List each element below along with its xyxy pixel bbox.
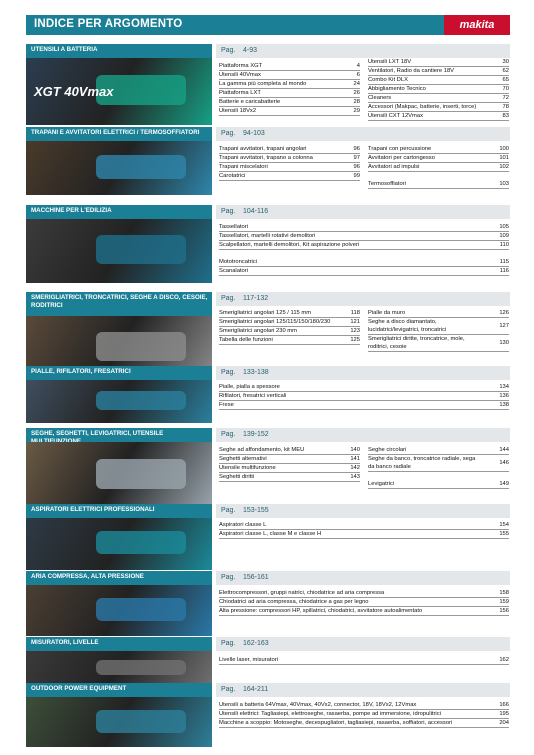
section-photo: [26, 697, 212, 747]
entry-column: [219, 521, 509, 539]
section-title-band: [26, 428, 212, 442]
entry-page: 6: [356, 72, 360, 78]
page-label: Pag.: [221, 686, 236, 693]
entry-title: Pialle, pialla a spessore: [219, 384, 280, 390]
entry-column: [219, 62, 360, 116]
index-entry[interactable]: [219, 701, 509, 710]
index-entry[interactable]: [219, 250, 509, 258]
page-title: INDICE PER ARGOMENTO: [34, 18, 183, 30]
entry-page: 166: [499, 702, 509, 708]
index-entry[interactable]: [368, 480, 509, 489]
entry-page: 156: [499, 608, 509, 614]
index-entry[interactable]: [219, 267, 509, 276]
entry-page: 126: [499, 310, 509, 316]
section-title-band: [26, 366, 212, 380]
entry-title: Pialle da muro: [368, 310, 406, 316]
entry-page: 103: [499, 181, 509, 187]
index-entry[interactable]: [368, 163, 509, 172]
entry-page: 143: [350, 474, 360, 480]
entry-page: 110: [499, 242, 509, 248]
page-range: 94-103: [243, 130, 265, 137]
section-title-band: [26, 571, 212, 585]
entry-page: 30: [502, 59, 509, 65]
entry-column: [368, 309, 509, 352]
entry-page: 100: [499, 146, 509, 152]
index-entry[interactable]: [219, 473, 360, 482]
entry-page: 96: [353, 146, 360, 152]
index-entry[interactable]: [368, 472, 509, 480]
index-entry[interactable]: [219, 719, 509, 728]
section-photo: [26, 651, 212, 685]
index-entry[interactable]: [368, 455, 509, 472]
index-entry[interactable]: [219, 589, 509, 598]
page-range-bar: [216, 428, 510, 442]
tool-silhouette: [96, 660, 186, 675]
index-entry[interactable]: [219, 464, 360, 473]
index-header-bar: [26, 15, 510, 35]
entry-title: Seghe ad affondamento, kit MEU: [219, 447, 305, 453]
photo-badge-text: XGT 40Vmax: [34, 84, 114, 99]
page-label: Pag.: [221, 369, 236, 376]
entry-title: Smerigliatrici angolari 125 / 115 mm: [219, 310, 312, 316]
tool-silhouette: [96, 710, 186, 733]
section-title: MISURATORI, LIVELLE: [31, 639, 99, 646]
entry-page: 127: [499, 323, 509, 329]
entry-page: 130: [499, 340, 509, 346]
entry-page: 24: [353, 81, 360, 87]
entry-column: [219, 589, 509, 616]
index-entry[interactable]: [219, 656, 509, 665]
section-title: OUTDOOR POWER EQUIPMENT: [31, 685, 127, 692]
entry-column: [219, 656, 509, 665]
entry-title: Batterie e caricabatterie: [219, 99, 281, 105]
page-range: 164-211: [243, 686, 269, 693]
entry-title: Ventilatori, Radio da cantiere 18V: [368, 68, 455, 74]
section-title-band: [26, 44, 212, 58]
entry-column: [219, 145, 360, 181]
index-entry[interactable]: [368, 318, 509, 335]
entry-title: Scanalatori: [219, 268, 249, 274]
entry-title: Accessori (Makpac, batterie, inserti, torce): [368, 104, 477, 110]
section-title: ASPIRATORI ELETTRICI PROFESSIONALI: [31, 506, 155, 513]
entry-title: Tabella delle funzioni: [219, 337, 273, 343]
page-label: Pag.: [221, 431, 236, 438]
entry-page: 29: [353, 108, 360, 114]
index-entry[interactable]: [219, 241, 509, 250]
page-range-bar: [216, 44, 510, 58]
entry-page: 136: [499, 393, 509, 399]
index-entry[interactable]: [219, 327, 360, 336]
section-title: MACCHINE PER L'EDILIZIA: [31, 207, 112, 214]
index-entry[interactable]: [219, 71, 360, 80]
index-entry[interactable]: [368, 112, 509, 121]
entry-title: Trapani avvitatori, trapano a colonna: [219, 155, 313, 161]
index-entry[interactable]: [368, 67, 509, 76]
entry-title: Trapani miscelatori: [219, 164, 268, 170]
section-photo: [26, 58, 212, 125]
index-entry[interactable]: [219, 401, 509, 410]
section-title-band: [26, 637, 212, 651]
entry-title: Trapani avvitatori, trapani angolari: [219, 146, 307, 152]
page-range: 104-116: [243, 208, 269, 215]
entry-title: Seghe da banco, troncatrice radiale, sega da banco radiale: [368, 456, 476, 470]
entry-title: Utensili 18Vx2: [219, 108, 257, 114]
entry-page: 105: [499, 224, 509, 230]
index-entry[interactable]: [219, 383, 509, 392]
tool-silhouette: [96, 391, 186, 410]
entry-title: Trapani con percussione: [368, 146, 432, 152]
entry-title: Smerigliatrici angolari 230 mm: [219, 328, 297, 334]
page-label: Pag.: [221, 47, 236, 54]
entry-title: Frese: [219, 402, 234, 408]
entry-title: Avvitatori ad impulsi: [368, 164, 420, 170]
index-entry[interactable]: [219, 710, 509, 719]
section-photo: [26, 518, 212, 570]
entry-title: La gamma più completa al mondo: [219, 81, 307, 87]
entry-page: 65: [502, 77, 509, 83]
index-entry[interactable]: [219, 607, 509, 616]
section-title: PIALLE, RIFILATORI, FRESATRICI: [31, 368, 131, 375]
index-entry[interactable]: [219, 598, 509, 607]
entry-column: [219, 701, 509, 728]
entry-page: 159: [499, 599, 509, 605]
section-photo: [26, 585, 212, 636]
index-entry[interactable]: [219, 89, 360, 98]
entry-title: Chiodatrici ad aria compressa, chiodatrice a gas per legno: [219, 599, 369, 605]
entry-page: 83: [502, 113, 509, 119]
index-entry[interactable]: [219, 154, 360, 163]
entry-page: 134: [499, 384, 509, 390]
entry-title: Tassellatori: [219, 224, 248, 230]
entry-page: 26: [353, 90, 360, 96]
page-range-bar: [216, 504, 510, 518]
entry-page: 72: [502, 95, 509, 101]
page-label: Pag.: [221, 640, 236, 647]
page-range: 139-152: [243, 431, 269, 438]
section-title: ARIA COMPRESSA, ALTA PRESSIONE: [31, 573, 144, 580]
entry-page: 101: [499, 155, 509, 161]
entry-page: 118: [350, 310, 360, 316]
section-title-band: [26, 127, 212, 141]
section-title-band: [26, 292, 212, 316]
page-range-bar: [216, 683, 510, 697]
entry-title: Utensili CXT 12Vmax: [368, 113, 423, 119]
index-entry[interactable]: [368, 172, 509, 180]
page-range: 162-163: [243, 640, 269, 647]
index-entry[interactable]: [219, 98, 360, 107]
entry-title: Avvitatori per cartongesso: [368, 155, 435, 161]
entry-page: 155: [499, 531, 509, 537]
entry-title: Utensili 40Vmax: [219, 72, 261, 78]
page-label: Pag.: [221, 208, 236, 215]
tool-silhouette: [96, 598, 186, 621]
entry-column: [219, 309, 360, 345]
entry-column: [219, 383, 509, 410]
entry-title: Smerigliatrici angolari 125/115/150/180/230: [219, 319, 331, 325]
entry-title: Piattaforma XGT: [219, 63, 263, 69]
page-label: Pag.: [221, 295, 236, 302]
section-title: TRAPANI E AVVITATORI ELETTRICI / TERMOSOFFIATORI: [31, 129, 200, 136]
index-entry[interactable]: [368, 76, 509, 85]
entry-column: [219, 223, 509, 276]
entry-page: 204: [499, 720, 509, 726]
entry-page: 138: [499, 402, 509, 408]
entry-column: [368, 446, 509, 489]
section-title-band: [26, 683, 212, 697]
entry-title: Utensili LXT 18V: [368, 59, 412, 65]
page-range-bar: [216, 637, 510, 651]
tool-silhouette: [96, 332, 186, 361]
index-entry[interactable]: [219, 392, 509, 401]
index-entry[interactable]: [219, 455, 360, 464]
index-entry[interactable]: [219, 309, 360, 318]
page-range-bar: [216, 127, 510, 141]
entry-title: Rifilatori, fresatrici verticali: [219, 393, 287, 399]
section-title-band: [26, 205, 212, 219]
entry-title: Utensile multifunzione: [219, 465, 276, 471]
entry-title: Elettrocompressori, gruppi natrici, chiodatrice ad aria compressa: [219, 590, 385, 596]
section-title: UTENSILI A BATTERIA: [31, 46, 98, 53]
page-range-bar: [216, 366, 510, 380]
entry-title: Smerigliatrici diritte, troncatrice, mole, roditrici, cesoie: [368, 336, 465, 350]
entry-title: Aspiratori classe L: [219, 522, 267, 528]
index-entry[interactable]: [368, 446, 509, 455]
index-entry[interactable]: [219, 336, 360, 345]
index-entry[interactable]: [219, 530, 509, 539]
index-entry[interactable]: [368, 58, 509, 67]
entry-page: 142: [350, 465, 360, 471]
index-entry[interactable]: [219, 80, 360, 89]
entry-page: 123: [350, 328, 360, 334]
index-entry[interactable]: [219, 232, 509, 241]
tool-silhouette: [96, 531, 186, 554]
entry-title: Scalpellatori, martelli demolitori, Kit aspirazione polveri: [219, 242, 360, 248]
entry-page: 28: [353, 99, 360, 105]
entry-page: 109: [499, 233, 509, 239]
entry-title: Utensili a batteria 64Vmax, 40Vmax, 40Vx2, connector, 18V, 18Vx2, 12Vmax: [219, 702, 417, 708]
page-range: 156-161: [243, 574, 269, 581]
index-entry[interactable]: [368, 180, 509, 189]
entry-page: 78: [502, 104, 509, 110]
tool-silhouette: [96, 155, 186, 179]
index-entry[interactable]: [368, 335, 509, 352]
entry-title: Seghetti diritti: [219, 474, 255, 480]
section-photo: [26, 380, 212, 423]
entry-page: 62: [502, 68, 509, 74]
entry-page: 146: [499, 460, 509, 466]
page-range-bar: [216, 571, 510, 585]
entry-page: 96: [353, 164, 360, 170]
entry-page: 116: [499, 268, 509, 274]
entry-title: Alta pressione: compressori HP, spillatrici, chiodatrici, avvitatore autoalimentato: [219, 608, 423, 614]
index-entry[interactable]: [219, 446, 360, 455]
entry-page: 115: [499, 259, 509, 265]
page-range: 117-132: [243, 295, 269, 302]
index-entry[interactable]: [219, 223, 509, 232]
entry-page: 99: [353, 173, 360, 179]
entry-page: 162: [499, 657, 509, 663]
entry-title: Levigatrici: [368, 481, 395, 487]
entry-title: Macchine a scoppio: Motoseghe, decespugliatori, tagliasiepi, rasaerba, soffiatori, accessori: [219, 720, 453, 726]
index-entry[interactable]: [219, 258, 509, 267]
tool-silhouette: [96, 459, 186, 489]
entry-title: Seghe circolari: [368, 447, 407, 453]
section-photo: [26, 141, 212, 195]
entry-page: 4: [356, 63, 360, 69]
entry-title: Seghe a disco diamantato, lucidatrici/levigatrici, troncatrici: [368, 319, 447, 333]
index-entry[interactable]: [368, 94, 509, 103]
section-title: SMERIGLIATRICI, TRONCATRICI, SEGHE A DISCO, CESOIE, RODITRICI: [31, 294, 208, 309]
page-range: 4-93: [243, 47, 258, 54]
index-entry[interactable]: [219, 62, 360, 71]
entry-page: 102: [499, 164, 509, 170]
entry-title: Tassellatori, martelli rotativi demolitori: [219, 233, 316, 239]
page-range: 133-138: [243, 369, 269, 376]
index-entry[interactable]: [368, 309, 509, 318]
entry-page: 154: [499, 522, 509, 528]
page-label: Pag.: [221, 574, 236, 581]
section-title: SEGHE, SEGHETTI, LEVIGATRICI, UTENSILE: [31, 430, 164, 437]
entry-title: Abbigliamento Tecnico: [368, 86, 426, 92]
entry-page: 149: [499, 481, 509, 487]
entry-page: 141: [350, 456, 360, 462]
entry-column: [219, 446, 360, 482]
entry-page: 140: [350, 447, 360, 453]
page-range-bar: [216, 292, 510, 306]
index-entry[interactable]: [368, 154, 509, 163]
entry-title: Livelle laser, misuratori: [219, 657, 278, 663]
index-entry[interactable]: [368, 103, 509, 112]
entry-title: Termosoffiatori: [368, 181, 406, 187]
entry-title: Utensili elettrici: Tagliasiepi, elettroseghe, rasaerba, pompe ad immersione, idropulitrici: [219, 711, 441, 717]
entry-title: Carotatrici: [219, 173, 246, 179]
entry-page: 121: [350, 319, 360, 325]
entry-column: [368, 58, 509, 121]
entry-page: 144: [499, 447, 509, 453]
index-entry[interactable]: [219, 145, 360, 154]
index-entry[interactable]: [368, 145, 509, 154]
entry-page: 125: [350, 337, 360, 343]
entry-column: [368, 145, 509, 189]
section-photo: [26, 219, 212, 283]
index-entry[interactable]: [219, 163, 360, 172]
page-range: 153-155: [243, 507, 269, 514]
index-entry[interactable]: [219, 172, 360, 181]
entry-page: 97: [353, 155, 360, 161]
page-label: Pag.: [221, 507, 236, 514]
entry-page: 70: [502, 86, 509, 92]
page-range-bar: [216, 205, 510, 219]
entry-title: Aspiratori classe L, classe M e classe H: [219, 531, 322, 537]
entry-title: Seghetti alternativi: [219, 456, 267, 462]
page-label: Pag.: [221, 130, 236, 137]
makita-logo: makita: [444, 15, 510, 35]
entry-page: 158: [499, 590, 509, 596]
entry-title: Combo Kit DLX: [368, 77, 408, 83]
entry-title: Cleaners: [368, 95, 392, 101]
entry-title: Mototroncatrici: [219, 259, 258, 265]
index-entry[interactable]: [368, 85, 509, 94]
entry-page: 195: [499, 711, 509, 717]
section-photo: [26, 442, 212, 508]
index-entry[interactable]: [219, 318, 360, 327]
entry-title: Piattaforma LXT: [219, 90, 261, 96]
tool-silhouette: [96, 235, 186, 264]
section-title-band: [26, 504, 212, 518]
index-entry[interactable]: [219, 521, 509, 530]
index-entry[interactable]: [219, 107, 360, 116]
